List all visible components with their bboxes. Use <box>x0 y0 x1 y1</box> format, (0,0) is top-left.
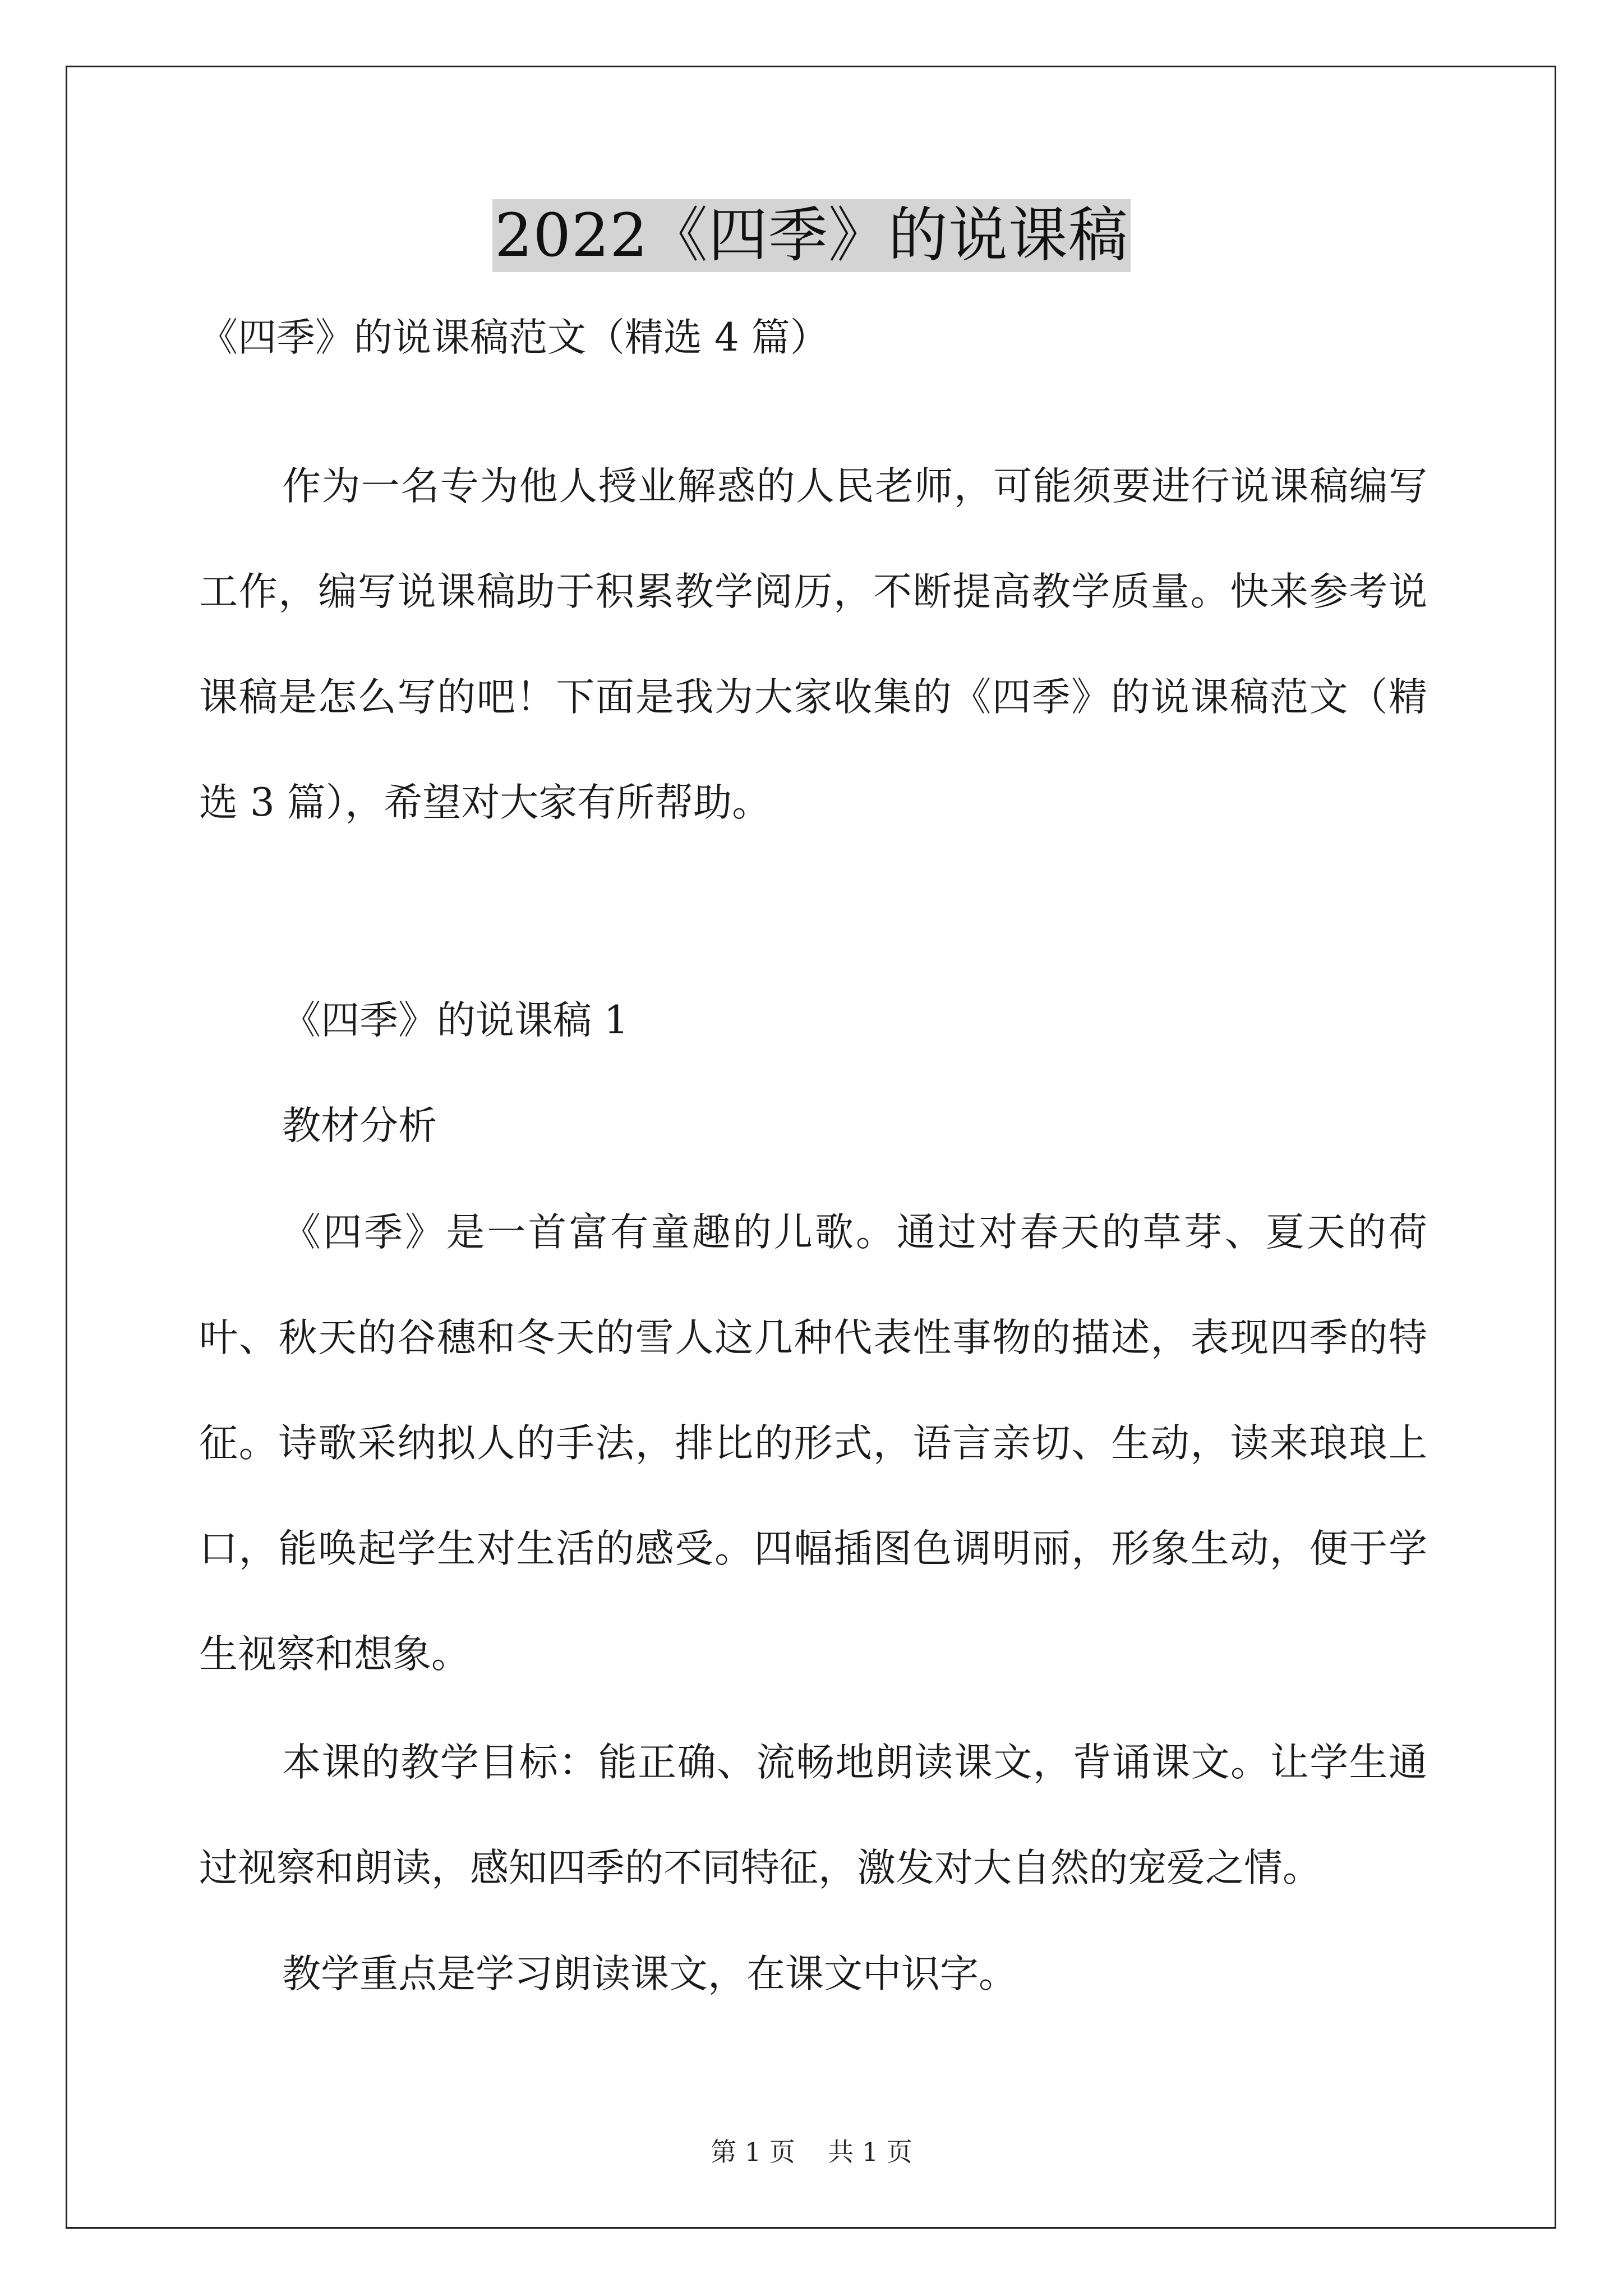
teaching-goals-paragraph: 本课的教学目标：能正确、流畅地朗读课文，背诵课文。让学生通过视察和朗读，感知四季的不同特征，激发对大自然的宠爱之情。 <box>199 1740 1427 1890</box>
material-analysis-paragraph: 《四季》是一首富有童趣的儿歌。通过对春天的草芽、夏天的荷叶、秋天的谷穗和冬天的雪人这几种代表性事物的描述，表现四季的特征。诗歌采纳拟人的手法，排比的形式，语言亲切、生动，读来琅琅上口，能唤起学生对生活的感受。四幅插图色调明丽，形象生动，便于学生视察和想象。 <box>199 1210 1427 1677</box>
document-subtitle: 《四季》的说课稿范文（精选 4 篇） <box>199 315 829 360</box>
document-title: 2022《四季》的说课稿 <box>492 199 1131 272</box>
subsection-heading: 教材分析 <box>282 1103 437 1148</box>
intro-paragraph: 作为一名专为他人授业解惑的人民老师，可能须要进行说课稿编写工作，编写说课稿助于积累教学阅历，不断提高教学质量。快来参考说课稿是怎么写的吧！下面是我为大家收集的《四季》的说课稿范文（精选 3 篇），希望对大家有所帮助。 <box>199 464 1427 825</box>
teaching-focus-paragraph: 教学重点是学习朗读课文，在课文中识字。 <box>282 1952 1017 1996</box>
section-heading: 《四季》的说课稿 1 <box>282 998 629 1043</box>
page-footer: 第 1 页 共 1 页 <box>711 2137 912 2167</box>
title-container <box>0 199 1623 272</box>
